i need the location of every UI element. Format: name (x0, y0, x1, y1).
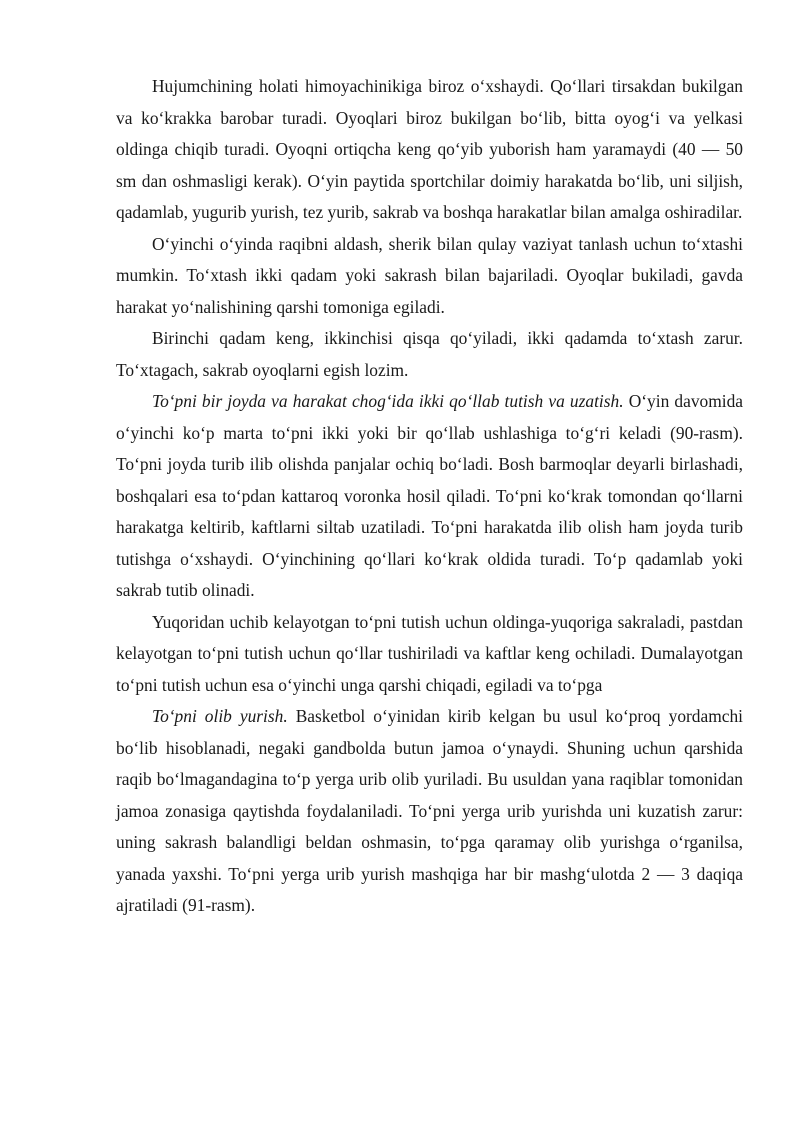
paragraph-olib-yurish (116, 701, 743, 922)
paragraph-birinchi-qadam (116, 323, 743, 386)
body-text (116, 71, 743, 922)
paragraph-text: Birinchi qadam keng, ikkinchisi qisqa qo‘yiladi, ikki qadamda to‘xtash zarur. To‘xtagach, sakrab oyoqlarni egish lozim. (116, 328, 743, 380)
paragraph-text: O‘yinchi o‘yinda raqibni aldash, sherik bilan qulay vaziyat tanlash uchun to‘xtashi mumkin. To‘xtash ikki qadam yoki sakrash bilan bajariladi. Oyoqlar bukiladi, gavda harakat yo‘nalishining qarshi tomoniga egiladi. (116, 233, 743, 317)
paragraph-italic-heading: To‘pni bir joyda va harakat chog‘ida ikki qo‘llab tutish va uzatish. (152, 391, 624, 411)
paragraph-topni-tutish (116, 386, 743, 607)
paragraph-italic-heading: To‘pni olib yurish. (152, 706, 288, 726)
paragraph-hujumchi-holati (116, 71, 743, 229)
paragraph-text: Hujumchining holati himoyachinikiga biroz o‘xshaydi. Qo‘llari tirsakdan bukilgan va ko‘krakka barobar turadi. Oyoqlari biroz bukilgan bo‘lib, bitta oyog‘i va yelkasi oldinga chiqib turadi. Oyoqni ortiqcha keng qo‘yib yuborish ham yaramaydi (40 — 50 sm dan oshmasligi kerak). O‘yin paytida sportchilar doimiy harakatda bo‘lib, uni siljish, qadamlab, yugurib yurish, tez yurib, sakrab va boshqa harakatlar bilan amalga oshiradilar. (116, 76, 743, 222)
paragraph-text: Basketbol o‘yinidan kirib kelgan bu usul ko‘proq yordamchi bo‘lib hisoblanadi, negaki gandbolda butun jamoa o‘ynaydi. Shuning uchun qarshida raqib bo‘lmagandagina to‘p yerga urib olib yuriladi. Bu usuldan yana raqiblar tomonidan jamoa zonasiga qaytishda foydalaniladi. To‘pni yerga urib yurishda uni kuzatish zarur: uning sakrash balandligi beldan oshmasin, to‘pga qaramay olib yurishga o‘rganilsa, yanada yaxshi. To‘pni yerga urib yurish mashqiga har bir mashg‘ulotda 2 — 3 daqiqa ajratiladi (91-rasm). (116, 706, 743, 915)
paragraph-yuqoridan (116, 607, 743, 702)
paragraph-text: Yuqoridan uchib kelayotgan to‘pni tutish uchun oldinga-yuqoriga sakraladi, pastdan kelayotgan to‘pni tutish uchun qo‘llar tushiriladi va kaftlar keng ochiladi. Dumalayotgan to‘pni tutish uchun esa o‘yinchi unga qarshi chiqadi, egiladi va to‘pga (116, 611, 743, 695)
paragraph-toxtash (116, 229, 743, 324)
paragraph-text: O‘yin davomida o‘yinchi ko‘p marta to‘pni ikki yoki bir qo‘llab ushlashiga to‘g‘ri keladi (90-rasm). To‘pni joyda turib ilib olishda panjalar ochiq bo‘ladi. Bosh barmoqlar deyarli birlashadi, boshqalari esa to‘pdan kattaroq voronka hosil qiladi. To‘pni ko‘krak tomondan qo‘llarni harakatga keltirib, kaftlarni siltab uzatiladi. To‘pni harakatda ilib olish ham joyda turib tutishga o‘xshaydi. O‘yinchining qo‘llari ko‘krak oldida turadi. To‘p qadamlab yoki sakrab tutib olinadi. (116, 391, 743, 600)
